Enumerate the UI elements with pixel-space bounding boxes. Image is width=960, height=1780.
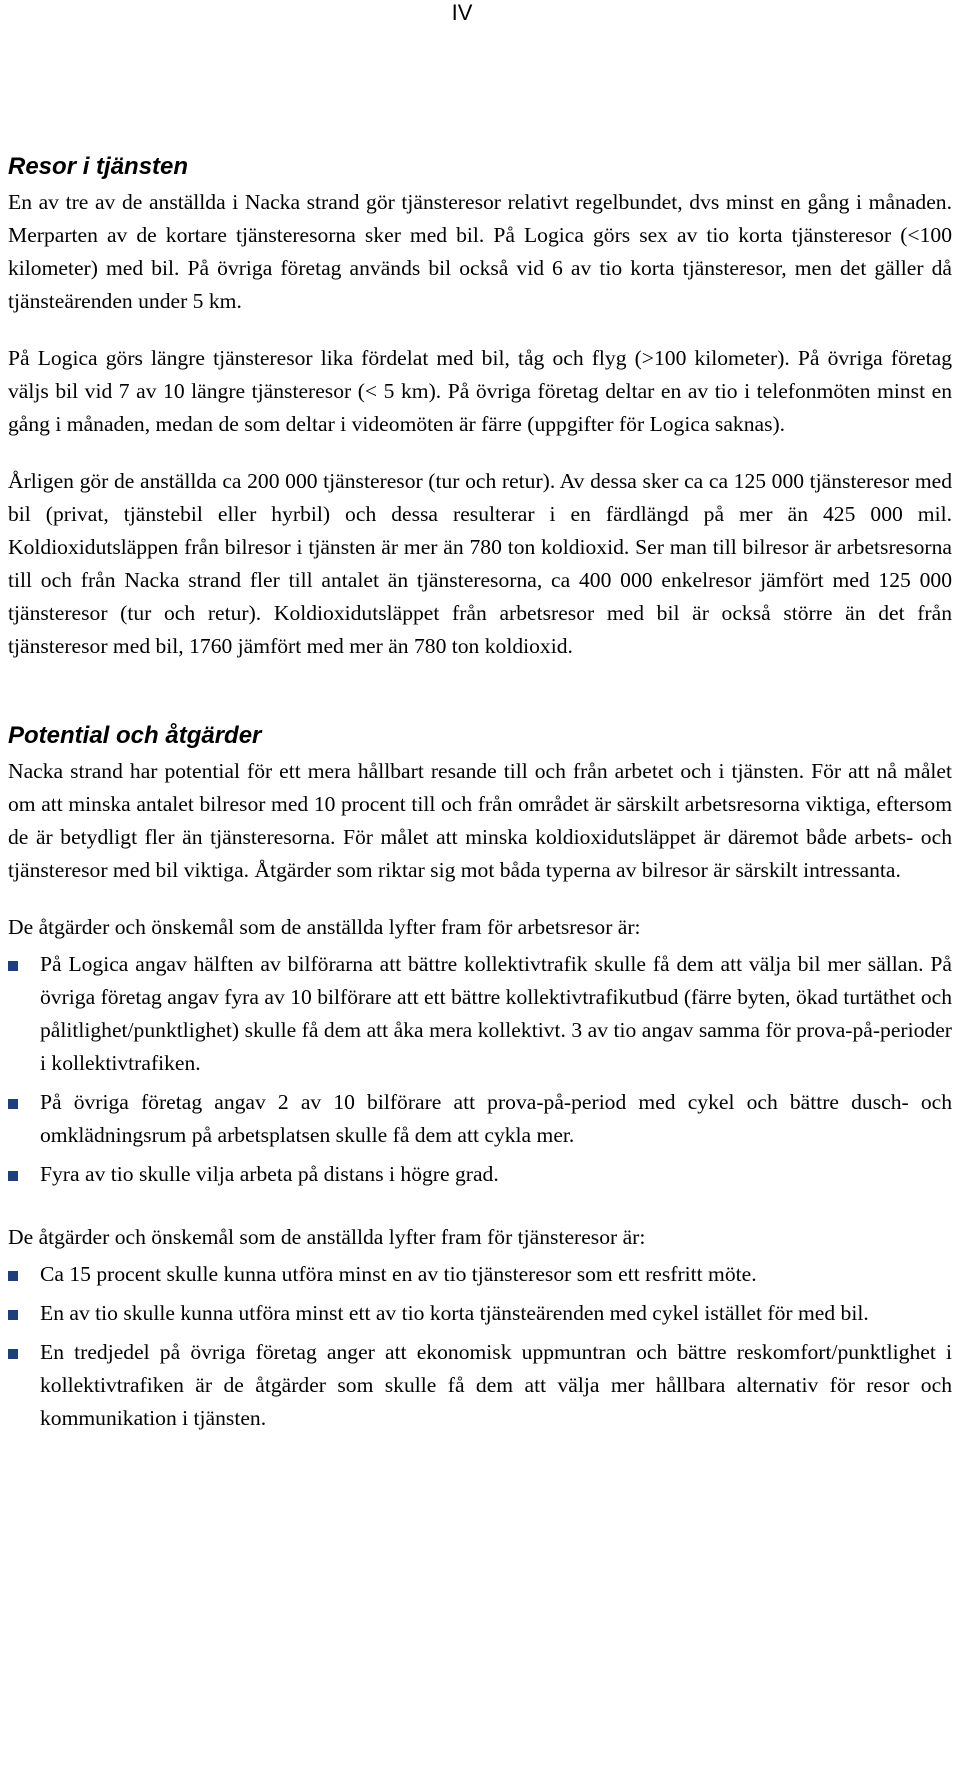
- section-resor-i-tjansten: [8, 152, 952, 663]
- list-item: [8, 1336, 952, 1435]
- square-bullet-icon: [8, 1171, 18, 1181]
- list-item: [8, 1158, 952, 1191]
- list-item: [8, 1258, 952, 1291]
- list-item-text: Fyra av tio skulle vilja arbeta på distans i högre grad.: [40, 1162, 499, 1186]
- square-bullet-icon: [8, 961, 18, 971]
- list-item-text: På övriga företag angav 2 av 10 bilförare att prova-på-period med cykel och bättre dusch- och omklädningsrum på arbetsplatsen skulle få dem att cykla mer.: [40, 1090, 952, 1147]
- section-heading: Resor i tjänsten: [8, 153, 189, 180]
- list-item-text: En tredjedel på övriga företag anger att ekonomisk uppmuntran och bättre reskomfort/punktlighet i kollektivtrafiken är de åtgärder som skulle få dem att välja mer hållbara alternativ för resor och kommunikation i tjänsten.: [40, 1340, 952, 1430]
- document-body: [8, 152, 952, 1441]
- square-bullet-icon: [8, 1099, 18, 1109]
- section-potential-och-atgarder: [8, 721, 952, 887]
- list-item-text: Ca 15 procent skulle kunna utföra minst en av tio tjänsteresor som ett resfritt möte.: [40, 1262, 757, 1286]
- square-bullet-icon: [8, 1349, 18, 1359]
- measures-arbetsresor: [8, 911, 952, 1191]
- paragraph: Nacka strand har potential för ett mera hållbart resande till och från arbetet och i tjänsten. För att nå målet om att minska antalet bilresor med 10 procent till och från området är särskilt arbetsresorna viktiga, eftersom de är betydligt fler än tjänsteresorna. För målet att minska koldioxidutsläppet är däremot både arbets- och tjänsteresor med bil viktiga. Åtgärder som riktar sig mot båda typerna av bilresor är särskilt intressanta.: [8, 759, 952, 882]
- paragraph: Årligen gör de anställda ca 200 000 tjänsteresor (tur och retur). Av dessa sker ca ca 125 000 tjänsteresor med bil (privat, tjänstebil eller hyrbil) och dessa resulterar i en färdlängd på mer än 425 000 mil. Koldioxidutsläppen från bilresor i tjänsten är mer än 780 ton koldioxid. Ser man till bilresor är arbetsresorna till och från Nacka strand fler till antalet än tjänsteresorna, ca 400 000 enkelresor jämfört med 125 000 tjänsteresor (tur och retur). Koldioxidutsläppet från arbetsresor med bil är också större än det från tjänsteresor med bil, 1760 jämfört med mer än 780 ton koldioxid.: [8, 469, 952, 658]
- list-intro: De åtgärder och önskemål som de anställda lyfter fram för arbetsresor är:: [8, 915, 641, 939]
- list-item-text: En av tio skulle kunna utföra minst ett av tio korta tjänsteärenden med cykel istället för med bil.: [40, 1301, 869, 1325]
- list-intro: De åtgärder och önskemål som de anställda lyfter fram för tjänsteresor är:: [8, 1225, 646, 1249]
- paragraph: En av tre av de anställda i Nacka strand gör tjänsteresor relativt regelbundet, dvs minst en gång i månaden. Merparten av de kortare tjänsteresorna sker med bil. På Logica görs sex av tio korta tjänsteresor (<100 kilometer) med bil. På övriga företag används bil också vid 6 av tio korta tjänsteresor, men det gäller då tjänsteärenden under 5 km.: [8, 190, 952, 313]
- list-item: [8, 948, 952, 1080]
- section-heading: Potential och åtgärder: [8, 722, 262, 749]
- page-number: IV: [451, 0, 473, 25]
- measures-tjansteresor: [8, 1221, 952, 1435]
- list-item: [8, 1297, 952, 1330]
- square-bullet-icon: [8, 1271, 18, 1281]
- list-item-text: På Logica angav hälften av bilförarna att bättre kollektivtrafik skulle få dem att välja bil mer sällan. På övriga företag angav fyra av 10 bilförare att ett bättre kollektivtrafikutbud (färre byten, ökad turtäthet och pålitlighet/punktlighet) skulle få dem att åka mera kollektivt. 3 av tio angav samma för prova-på-perioder i kollektivtrafiken.: [40, 952, 952, 1075]
- square-bullet-icon: [8, 1310, 18, 1320]
- paragraph: På Logica görs längre tjänsteresor lika fördelat med bil, tåg och flyg (>100 kilometer). På övriga företag väljs bil vid 7 av 10 längre tjänsteresor (< 5 km). På övriga företag deltar en av tio i telefonmöten minst en gång i månaden, medan de som deltar i videomöten är färre (uppgifter för Logica saknas).: [8, 346, 952, 436]
- list-item: [8, 1086, 952, 1152]
- bullet-list: [8, 1258, 952, 1435]
- bullet-list: [8, 948, 952, 1191]
